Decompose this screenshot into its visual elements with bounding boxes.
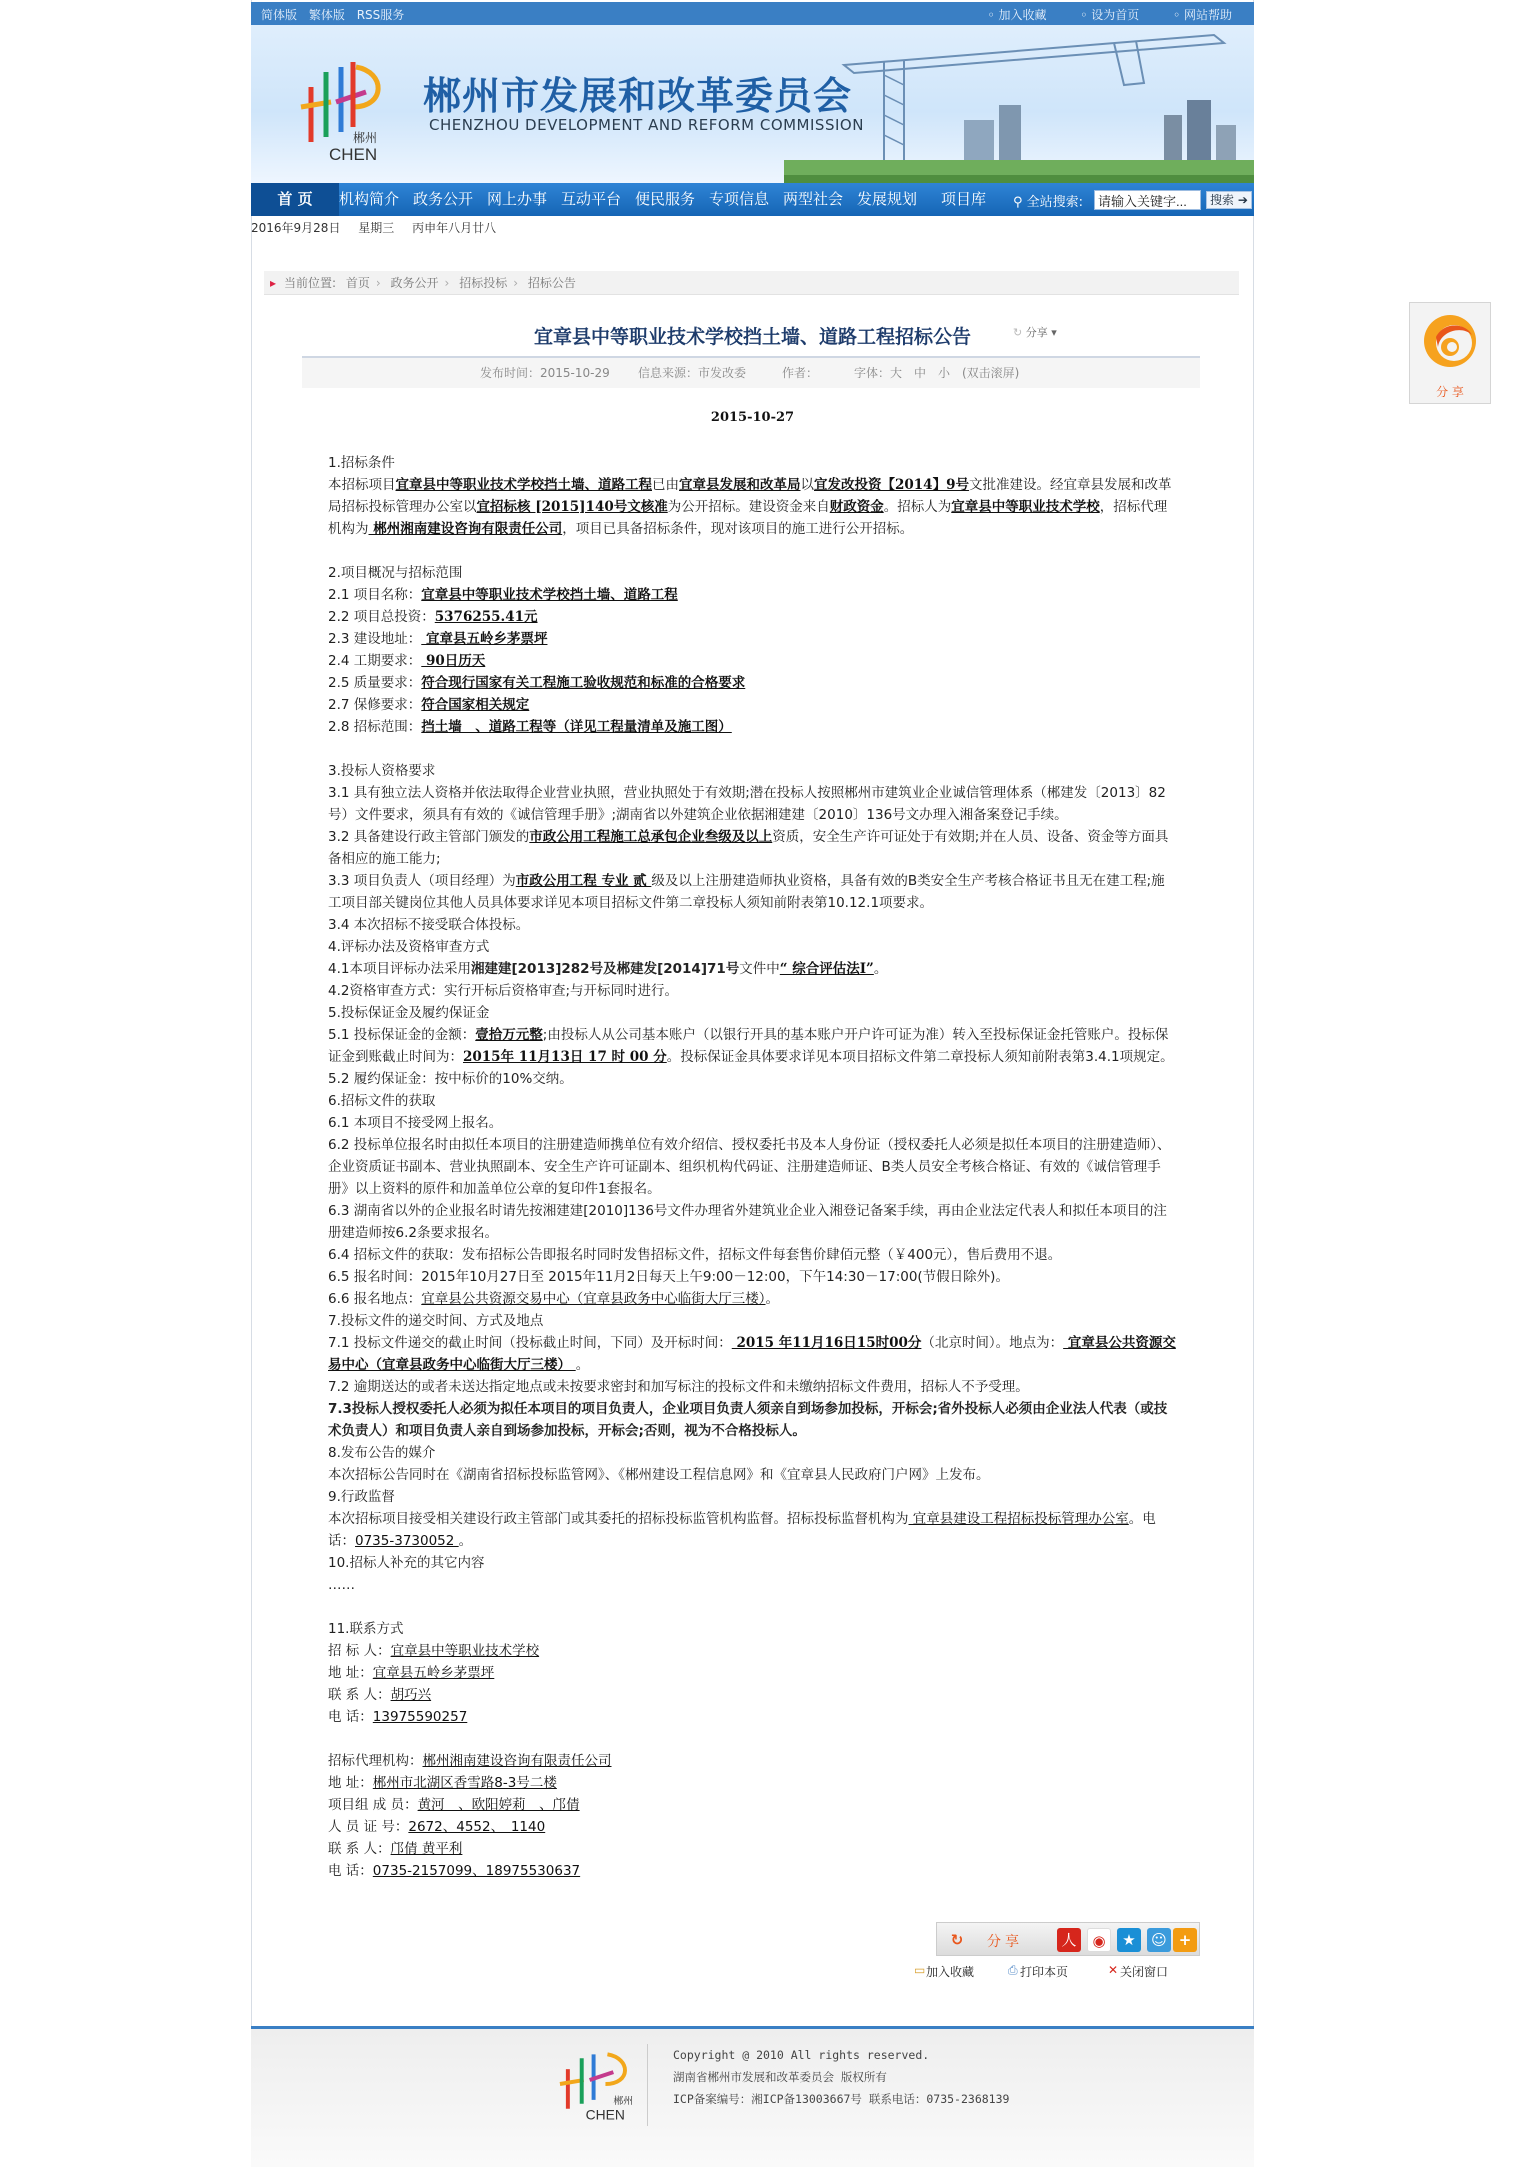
footer-logo-city-en: CHEN [585, 2106, 625, 2123]
people-daily-icon[interactable]: 人 [1057, 1928, 1081, 1952]
folder-icon: ▭ [914, 1963, 926, 1977]
breadcrumb: ▸ 当前位置: 首页 › 政务公开 › 招标投标 › 招标公告 [264, 271, 1239, 295]
section-heading: 7.投标文件的递交时间、方式及地点 [328, 1313, 544, 1329]
article-date: 2015-10-27 [710, 410, 795, 425]
nav-item-online-service[interactable]: 网上办事 [487, 190, 548, 208]
agent-cert: 人 员 证 号：2672、4552、 1140 [328, 1819, 546, 1835]
nav-item-two-type-society[interactable]: 两型社会 [783, 190, 844, 208]
paragraph: 2.4 工期要求： 90日历天 [328, 653, 486, 669]
author: 作者： [782, 366, 819, 380]
footer-owner: 湖南省郴州市发展和改革委员会 版权所有 [673, 2070, 887, 2084]
contact-owner: 招 标 人：宜章县中等职业技术学校 [328, 1643, 540, 1659]
paragraph: 2.1 项目名称：宜章县中等职业技术学校挡土墙、道路工程 [328, 587, 678, 603]
breadcrumb-bidding[interactable]: 招标投标 [459, 276, 508, 290]
paragraph: 2.2 项目总投资：5376255.41元 [328, 609, 538, 625]
printer-icon: ⎙ [1008, 1963, 1018, 1977]
paragraph: 6.6 报名地点：宜章县公共资源交易中心（宜章县政务中心临街大厅三楼）。 [328, 1291, 780, 1307]
search-label: ⚲ 全站搜索: [1013, 195, 1084, 210]
paragraph: 4.2资格审查方式：实行开标后资格审查;与开标同时进行。 [328, 983, 679, 999]
chevron-down-icon: ▾ [1051, 326, 1057, 339]
chenzhou-logo-icon[interactable] [291, 47, 401, 167]
contact-person: 联 系 人：胡巧兴 [328, 1687, 432, 1703]
arrow-right-icon: ➔ [1237, 193, 1248, 207]
more-share-button[interactable]: + [1173, 1928, 1197, 1952]
agent-team: 项目组 成 员：黄河 、欧阳婷莉 、邝倩 [328, 1797, 580, 1813]
section-heading: 6.招标文件的获取 [328, 1093, 436, 1109]
nav-item-special-info[interactable]: 专项信息 [709, 190, 770, 208]
top-utility-bar [251, 2, 1254, 25]
nav-item-interaction[interactable]: 互动平台 [561, 190, 622, 208]
section-heading: 10.招标人补充的其它内容 [328, 1555, 485, 1571]
footer-icp: ICP备案编号：湘ICP备13003667号 联系电话：0735-2368139 [673, 2092, 1010, 2106]
breadcrumb-label: 当前位置: [284, 276, 337, 290]
paragraph: 4.1本项目评标办法采用湘建建[2013]282号及郴建发[2014]71号文件中“ 综合评估法Ⅰ”。 [328, 961, 888, 977]
share-swirl-icon: ↻ [950, 1931, 964, 1949]
paragraph: 3.2 具备建设行政主管部门颁发的市政公用工程施工总承包企业叁级及以上资质，安全生产许可证处于有效期;并在人员、设备、资金等方面具备相应的施工能力; [328, 829, 1169, 867]
breadcrumb-gov-affairs[interactable]: 政务公开 [390, 276, 439, 290]
share-swirl-icon: ↻ [1013, 326, 1023, 339]
contact-phone: 电 话：13975590257 [328, 1709, 468, 1725]
agent-phone: 电 话：0735-2157099、18975530637 [328, 1863, 581, 1879]
info-source: 信息来源：市发改委 [638, 366, 747, 380]
traditional-link[interactable]: 繁体版 [308, 8, 345, 22]
search-input[interactable] [1094, 190, 1201, 210]
footer-logo-city-cn: 郴州 [613, 2095, 634, 2107]
agent-address: 地 址：郴州市北湖区香雪路8-3号二楼 [328, 1775, 557, 1791]
current-date: 2016年9月28日 [251, 221, 341, 235]
city-skyline-illustration [784, 25, 1254, 183]
double-click-scroll: (双击滚屏) [962, 366, 1020, 380]
footer [251, 2026, 1254, 2167]
add-favorite-link[interactable]: ◦ 加入收藏 [988, 8, 1047, 22]
weibo-icon[interactable]: ◉ [1087, 1928, 1111, 1952]
article-title: 宜章县中等职业技术学校挡土墙、道路工程招标公告 [533, 326, 971, 348]
logo-city-en: CHEN [329, 145, 378, 164]
breadcrumb-home[interactable]: 首页 [345, 276, 370, 290]
date-bar [251, 219, 510, 236]
main-nav [251, 183, 1254, 216]
section-heading: 4.评标办法及资格审查方式 [328, 939, 490, 955]
nav-item-project-library[interactable]: 项目库 [941, 190, 987, 208]
paragraph: 7.1 投标文件递交的截止时间（投标截止时间，下同）及开标时间： 2015 年11月16日15时00分（北京时间）。地点为： 宜章县公共资源交易中心（宜章县政务中心临街大厅三楼） 。 [328, 1335, 1176, 1373]
share-bar [936, 1922, 1200, 1956]
lunar-date: 丙申年八月廿八 [412, 221, 497, 235]
publish-time: 发布时间：2015-10-29 [480, 366, 610, 380]
footer-logo-icon [556, 2044, 648, 2126]
share-dropdown[interactable]: ↻ 分享 ▾ [1013, 326, 1057, 339]
share-swirl-icon [1410, 303, 1490, 381]
qq-icon[interactable]: ☺ [1147, 1928, 1171, 1952]
paragraph: 3.3 项目负责人（项目经理）为市政公用工程 专业 贰 级及以上注册建造师执业资格，具备有效的B类安全生产考核合格证书且无在建工程;施工项目部关键岗位其他人员具体要求详见本项目招标文件第二章投标人须知前附表第10.12.1项要求。 [328, 873, 1165, 911]
nav-item-planning[interactable]: 发展规划 [857, 190, 918, 208]
logo-city-cn: 郴州 [353, 131, 378, 145]
section-heading: 2.项目概况与招标范围 [328, 565, 463, 581]
paragraph: 2.8 招标范围：挡土墙 、道路工程等（详见工程量清单及施工图） [328, 719, 732, 735]
paragraph: 2.3 建设地址： 宜章县五岭乡茅票坪 [328, 631, 548, 647]
section-heading: 3.投标人资格要求 [328, 763, 436, 779]
nav-item-about[interactable]: 机构简介 [339, 190, 400, 208]
site-title: 郴州市发展和改革委员会 [423, 73, 853, 118]
agent-name: 招标代理机构：郴州湘南建设咨询有限责任公司 [328, 1753, 612, 1769]
font-size-switch[interactable]: 字体：大 中 小 [854, 366, 951, 380]
paragraph: 6.4 招标文件的获取：发布招标公告即报名时同时发售招标文件，招标文件每套售价肆佰元整（￥400元），售后费用不退。 [328, 1247, 1062, 1263]
close-icon: ✕ [1108, 1963, 1119, 1977]
nav-home[interactable]: 首 页 [251, 183, 339, 216]
paragraph: 5.2 履约保证金：按中标价的10%交纳。 [328, 1071, 573, 1087]
paragraph: 6.2 投标单位报名时由拟任本项目的注册建造师携单位有效介绍信、授权委托书及本人身份证（授权委托人必须是拟任本项目的注册建造师）、企业资质证书副本、营业执照副本、安全生产许可证副本、组织机构代码证、注册建造师证、B类人员安全考核合格证、有效的《诚信管理手册》以上资料的原件和加盖单位公章的复印件1套报名。 [328, 1137, 1171, 1197]
paragraph: 本次招标公告同时在《湖南省招标投标监管网》、《郴州建设工程信息网》和《宜章县人民政府门户网》上发布。 [328, 1467, 990, 1483]
paragraph: 本次招标项目接受相关建设行政主管部门或其委托的招标投标监管机构监督。招标投标监督机构为 宜章县建设工程招标投标管理办公室。电话：0735-3730052 。 [328, 1511, 1156, 1549]
footer-text [673, 2044, 1009, 2110]
nav-item-gov-affairs[interactable]: 政务公开 [413, 190, 474, 208]
search-button[interactable]: 搜索 ➔ [1206, 191, 1252, 209]
paragraph: 7.2 逾期送达的或者未送达指定地点或未按要求密封和加写标注的投标文件和未缴纳招标文件费用，招标人不予受理。 [328, 1379, 1029, 1395]
paragraph: 3.4 本次招标不接受联合体投标。 [328, 917, 530, 933]
floating-share-label: 分 享 [1436, 385, 1464, 399]
qzone-icon[interactable]: ★ [1117, 1928, 1141, 1952]
footer-copyright: Copyright @ 2010 All rights reserved. [673, 2048, 930, 2062]
simplified-link[interactable]: 简体版 [261, 8, 298, 22]
contact-address: 地 址：宜章县五岭乡茅票坪 [328, 1665, 495, 1681]
paragraph: 本招标项目宜章县中等职业技术学校挡土墙、道路工程已由宜章县发展和改革局以宜发改投资【2014】9号文批准建设。经宜章县发展和改革局招标投标管理办公室以宜招标核 [2015]140号文核准为公开招标。建设资金来自财政资金。招标人为宜章县中等职业技术学校，招标代理机构为 郴州湘南建设咨询有限责任公司，项目已具备招标条件，现对该项目的施工进行公开招标。 [328, 477, 1172, 537]
paragraph: 3.1 具有独立法人资格并依法取得企业营业执照，营业执照处于有效期;潜在投标人按照郴州市建筑业企业诚信管理体系（郴建发〔2013〕82号）文件要求，须具有有效的《诚信管理手册》;湖南省以外建筑企业依据湘建建〔2010〕136号文办理入湘备案登记手续。 [328, 785, 1166, 823]
search-icon: ⚲ [1013, 195, 1023, 210]
section-heading: 5.投标保证金及履约保证金 [328, 1005, 490, 1021]
agent-contact: 联 系 人：邝倩 黄平利 [328, 1841, 463, 1857]
current-weekday: 星期三 [358, 221, 395, 235]
section-heading: 11.联系方式 [328, 1621, 404, 1637]
paragraph: 6.5 报名时间：2015年10月27日至 2015年11月2日每天上午9:00－12:00，下午14:30－17:00(节假日除外)。 [328, 1269, 1009, 1285]
section-heading: 8.发布公告的媒介 [328, 1445, 436, 1461]
site-subtitle: CHENZHOU DEVELOPMENT AND REFORM COMMISSION [429, 116, 864, 134]
article-body [328, 452, 1176, 1882]
rss-link[interactable]: RSS服务 [356, 8, 405, 22]
article-meta [302, 356, 1200, 388]
paragraph: 5.1 投标保证金的金额：壹拾万元整;由投标人从公司基本账户（以银行开具的基本账户开户许可证为准）转入至投标保证金托管账户。投标保证金到账截止时间为：2015年 11月13日 17 时 00 分。投标保证金具体要求详见本项目招标文件第二章投标人须知前附表第3.4.1项规定。 [328, 1027, 1174, 1065]
section-heading: 9.行政监督 [328, 1489, 395, 1505]
set-homepage-link[interactable]: ◦ 设为首页 [1080, 8, 1139, 22]
paragraph: 6.1 本项目不接受网上报名。 [328, 1115, 503, 1131]
paragraph: …… [328, 1577, 355, 1593]
paragraph: 2.7 保修要求：符合国家相关规定 [328, 697, 530, 713]
nav-item-public-service[interactable]: 便民服务 [635, 190, 696, 208]
paragraph: 2.5 质量要求：符合现行国家有关工程施工验收规范和标准的合格要求 [328, 675, 746, 691]
share-label: 分享 [987, 1934, 1023, 1950]
paragraph: 7.3投标人授权委托人必须为拟任本项目的项目负责人，企业项目负责人须亲自到场参加投标，开标会;省外投标人必须由企业法人代表（或技术负责人）和项目负责人亲自到场参加投标，开标会;否则，视为不合格投标人。 [328, 1401, 1168, 1439]
site-help-link[interactable]: ◦ 网站帮助 [1173, 8, 1232, 22]
print-action[interactable]: ⎙ 打印本页 [1008, 1963, 1069, 1979]
section-heading: 1.招标条件 [328, 455, 395, 471]
breadcrumb-bid-notice[interactable]: 招标公告 [527, 276, 576, 290]
close-window-action[interactable]: ✕ 关闭窗口 [1108, 1963, 1169, 1979]
add-favorite-action[interactable]: ▭ 加入收藏 [914, 1963, 975, 1979]
header-banner [251, 25, 1254, 183]
paragraph: 6.3 湖南省以外的企业报名时请先按湘建建[2010]136号文件办理省外建筑业企业入湘登记备案手续，再由企业法定代表人和拟任本项目的注册建造师按6.2条要求报名。 [328, 1203, 1167, 1241]
floating-share-widget[interactable] [1409, 302, 1491, 404]
